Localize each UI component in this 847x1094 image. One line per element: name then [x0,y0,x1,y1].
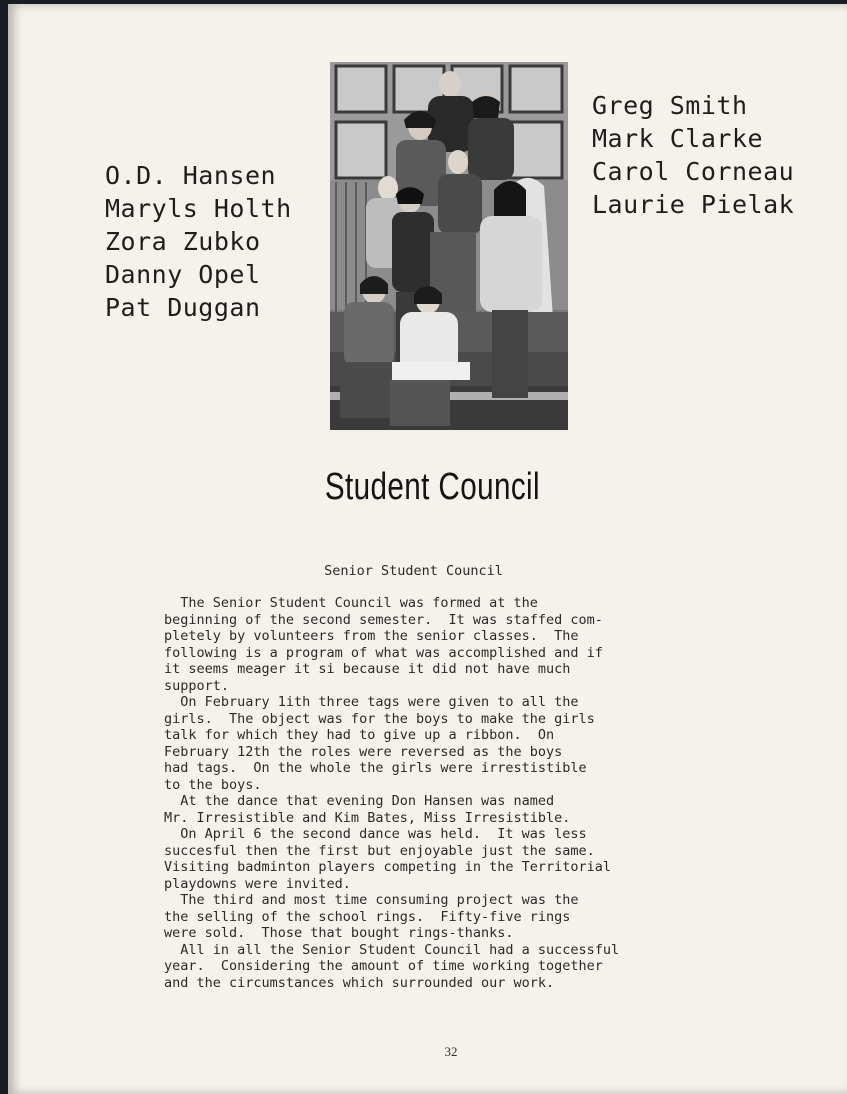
body-line: were sold. Those that bought rings-thanks. [164,925,514,941]
body-line: February 12th the roles were reversed as the boys [164,743,563,760]
body-line: support. [164,677,230,694]
name-item: O.D. Hansen [105,161,277,190]
body-line: All in all the Senior Student Council had a successful [164,941,620,958]
body-line: to the boys. [164,776,262,793]
body-line: talk for which they had to give up a ribbon. On [164,727,555,743]
name-item: Laurie Pielak [592,190,795,219]
body-line: The Senior Student Council was formed at the [164,595,538,611]
body-line: Visiting badminton players competing in the Territorial [164,859,612,875]
body-line: playdowns were invited. [164,875,351,892]
names-list-left [105,159,292,324]
body-line: The third and most time consuming project was the [164,892,579,908]
body-line: girls. The object was for the boys to make the girls [164,710,595,727]
names-list-right [592,89,794,221]
group-photo [330,62,568,430]
body-line: Mr. Irresistible and Kim Bates, Miss Irresistible. [164,809,571,826]
section-subtitle: Senior Student Council [324,563,503,579]
name-item: Danny Opel [105,260,261,289]
name-item: Pat Duggan [105,293,261,322]
page-number: 32 [444,1044,458,1059]
body-line: had tags. On the whole the girls were irrestistible [164,760,587,776]
body-text [164,595,744,991]
name-item: Mark Clarke [592,124,764,153]
body-line: and the circumstances which surrounded our work. [164,974,555,991]
body-line: succesful then the first but enjoyable just the same. [164,842,595,859]
body-line: pletely by volunteers from the senior classes. The [164,628,579,644]
body-line: it seems meager it si because it did not have much [164,661,571,677]
yearbook-page [8,4,847,1094]
body-line: year. Considering the amount of time working together [164,958,603,974]
name-item: Carol Corneau [592,157,795,186]
body-line: On February 1ith three tags were given to all the [164,694,579,710]
body-line: On April 6 the second dance was held. It was less [164,826,587,842]
body-line: At the dance that evening Don Hansen was named [164,793,555,809]
name-item: Greg Smith [592,91,748,120]
body-line: beginning of the second semester. It was staffed com- [164,611,603,628]
name-item: Maryls Holth [105,194,292,223]
page-title: Student Council [324,466,541,508]
body-line: following is a program of what was accomplished and if [164,644,603,661]
body-line: the selling of the school rings. Fifty-five rings [164,908,571,925]
name-item: Zora Zubko [105,227,261,256]
